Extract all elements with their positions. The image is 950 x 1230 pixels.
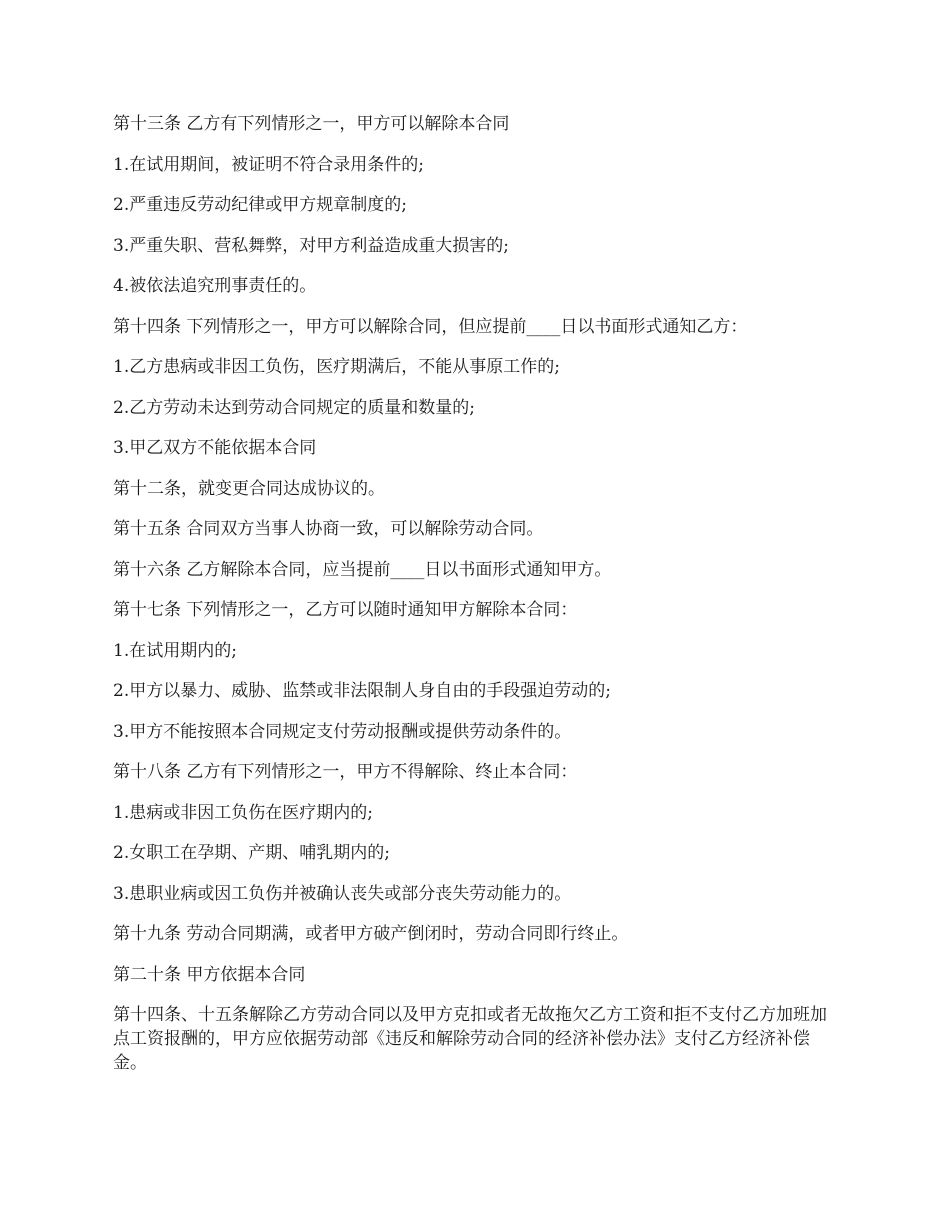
article-13-heading: 第十三条 乙方有下列情形之一，甲方可以解除本合同 [113, 114, 510, 134]
article-19: 第十九条 劳动合同期满，或者甲方破产倒闭时，劳动合同即行终止。 [113, 924, 629, 944]
article-12-reference: 第十二条，就变更合同达成协议的。 [113, 478, 385, 499]
article-14-item-1: 1.乙方患病或非因工负伤，医疗期满后，不能从事原工作的; [113, 357, 560, 377]
document-body [113, 112, 841, 1075]
article-20-heading: 第二十条 甲方依据本合同 [113, 964, 306, 985]
article-18-item-2: 2.女职工在孕期、产期、哺乳期内的; [113, 843, 390, 863]
article-13-item-4: 4.被依法追究刑事责任的。 [113, 276, 317, 296]
article-14-heading: 第十四条 下列情形之一，甲方可以解除合同，但应提前____日以书面形式通知乙方： [113, 316, 748, 337]
article-18-item-3: 3.患职业病或因工负伤并被确认丧失或部分丧失劳动能力的。 [113, 883, 572, 904]
article-14-item-2: 2.乙方劳动未达到劳动合同规定的质量和数量的; [113, 397, 475, 418]
article-13-item-1: 1.在试用期间，被证明不符合录用条件的; [113, 154, 424, 175]
article-13-item-3: 3.严重失职、营私舞弊，对甲方利益造成重大损害的; [113, 235, 509, 256]
article-16: 第十六条 乙方解除本合同，应当提前____日以书面形式通知甲方。 [113, 559, 612, 580]
article-17-heading: 第十七条 下列情形之一，乙方可以随时通知甲方解除本合同： [113, 600, 578, 620]
article-13-item-2: 2.严重违反劳动纪律或甲方规章制度的; [113, 195, 407, 215]
article-18-heading: 第十八条 乙方有下列情形之一，甲方不得解除、终止本合同： [113, 762, 578, 782]
article-17-item-2: 2.甲方以暴力、威胁、监禁或非法限制人身自由的手段强迫劳动的; [113, 681, 611, 701]
article-17-item-1: 1.在试用期内的; [113, 640, 237, 661]
article-17-item-3: 3.甲方不能按照本合同规定支付劳动报酬或提供劳动条件的。 [113, 721, 572, 742]
article-20-body: 第十四条、十五条解除乙方劳动合同以及甲方克扣或者无故拖欠乙方工资和拒不支付乙方加班加点工资报酬的，甲方应依据劳动部《违反和解除劳动合同的经济补偿办法》支付乙方经济补偿金。 [113, 1005, 827, 1073]
article-15: 第十五条 合同双方当事人协商一致，可以解除劳动合同。 [113, 519, 544, 539]
article-18-item-1: 1.患病或非因工负伤在医疗期内的; [113, 802, 373, 823]
article-14-item-3: 3.甲乙双方不能依据本合同 [113, 438, 317, 458]
